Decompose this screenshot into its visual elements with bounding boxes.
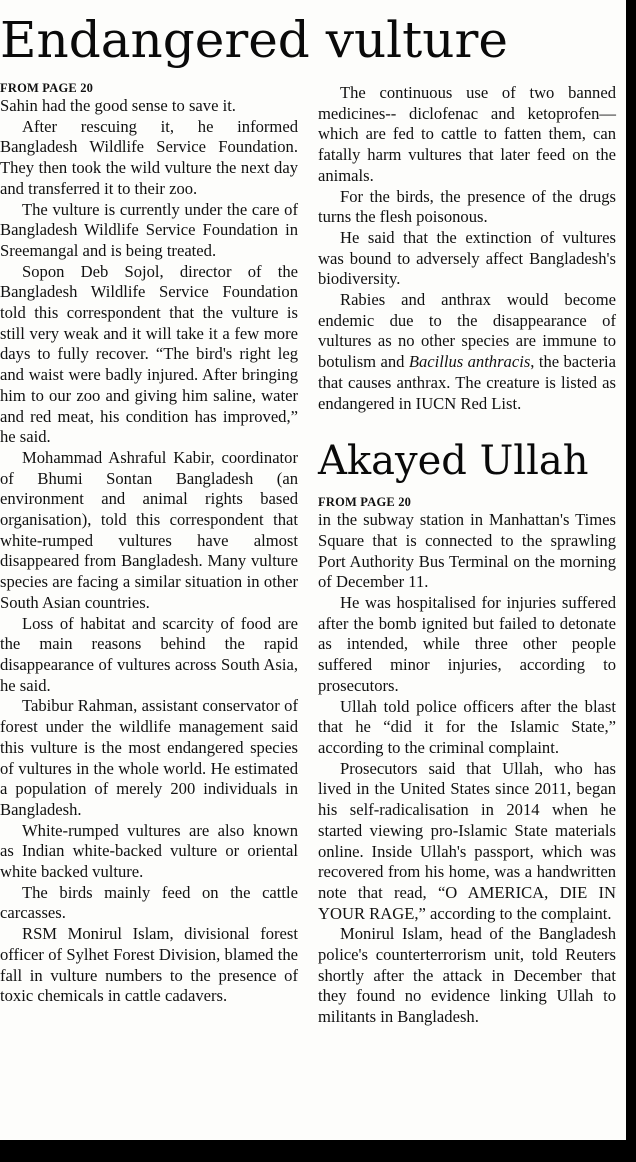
article-paragraph: White-rumped vultures are also known as Indian white-backed vulture or oriental white backed vulture. [0,820,298,882]
article-paragraph: Sopon Deb Sojol, director of the Bangladesh Wildlife Service Foundation told this correspondent that the vulture is still very weak and it will take it a few more days to fully recover. “The bird's right leg and waist were badly injured. After bringing him to our zoo and giving him saline, water and red meat, his condition has improved,” he said. [0,261,298,447]
article-paragraph: Prosecutors said that Ullah, who has lived in the United States since 2011, began his self-radicalisation in 2014 when he started viewing pro-Islamic State materials online. Inside Ullah's passport, which was recovered from his home, was a handwritten note that read, “O AMERICA, DIE IN YOUR RAGE,” according to the complaint. [318,758,616,923]
article-paragraph: Sahin had the good sense to save it. [0,96,236,115]
text-run: Rabies and anthrax would become endemic due to the disappearance of vultures as no other species are immune to botulism and [318,290,616,372]
headline-akayed-ullah: Akayed Ullah [318,438,589,485]
article-paragraph: He said that the extinction of vultures was bound to adversely affect Bangladesh's biodiversity. [318,227,616,289]
left-column [0,80,298,1007]
article-paragraph: For the birds, the presence of the drugs turns the flesh poisonous. [318,186,616,227]
headline-endangered-vulture: Endangered vulture [0,11,508,69]
article-paragraph: The birds mainly feed on the cattle carcasses. [0,882,298,923]
article-paragraph: Tabibur Rahman, assistant conservator of forest under the wildlife management said this vulture is the most endangered species of vultures in the whole world. He estimated a population of merely 200 individuals in Bangladesh. [0,696,298,819]
article-paragraph: Mohammad Ashraful Kabir, coordinator of Bhumi Sontan Bangladesh (an environment and animal rights based organisation), told this correspondent that white-rumped vultures have almost disappeared from Bangladesh. Many vulture species are facing a similar situation in other South Asian countries. [0,447,298,612]
from-page-label: FROM PAGE 20 [0,81,94,95]
article-paragraph: RSM Monirul Islam, divisional forest officer of Sylhet Forest Division, blamed the fall in vulture numbers to the presence of toxic chemicals in cattle cadavers. [0,924,298,1006]
article-paragraph-rabies [318,290,616,414]
article-paragraph: The vulture is currently under the care of Bangladesh Wildlife Service Foundation in Sreemangal and is being treated. [0,199,298,260]
article-paragraph: Ullah told police officers after the blast that he “did it for the Islamic State,” according to the criminal complaint. [318,696,616,757]
species-name-italic: Bacillus anthracis [408,352,531,372]
article-paragraph: After rescuing it, he informed Bangladesh Wildlife Service Foundation. They then took the wild vulture the next day and transferred it to their zoo. [0,116,298,198]
article-paragraph: Loss of habitat and scarcity of food are the main reasons behind the rapid disappearance of vultures across South Asia, he said. [0,613,298,695]
article-paragraph: in the subway station in Manhattan's Times Square that is connected to the sprawling Port Authority Bus Terminal on the morning of December 11. [318,510,616,592]
article-paragraph: He was hospitalised for injuries suffered after the bomb ignited but failed to detonate as intended, while three other people suffered minor injuries, according to prosecutors. [318,593,616,695]
from-page-label: FROM PAGE 20 [318,495,412,510]
article-paragraph: Monirul Islam, head of the Bangladesh police's counterterrorism unit, told Reuters shortly after the attack in December that they found no evidence linking Ullah to militants in Bangladesh. [318,924,616,1027]
right-column [318,83,616,1028]
text-run: , the bacteria that causes anthrax. The creature is listed as endangered in IUCN Red List. [318,352,616,413]
article-paragraph: The continuous use of two banned medicines-- diclofenac and ketoprofen—which are fed to cattle to fatten them, can fatally harm vultures that later feed on the animals. [318,83,616,185]
